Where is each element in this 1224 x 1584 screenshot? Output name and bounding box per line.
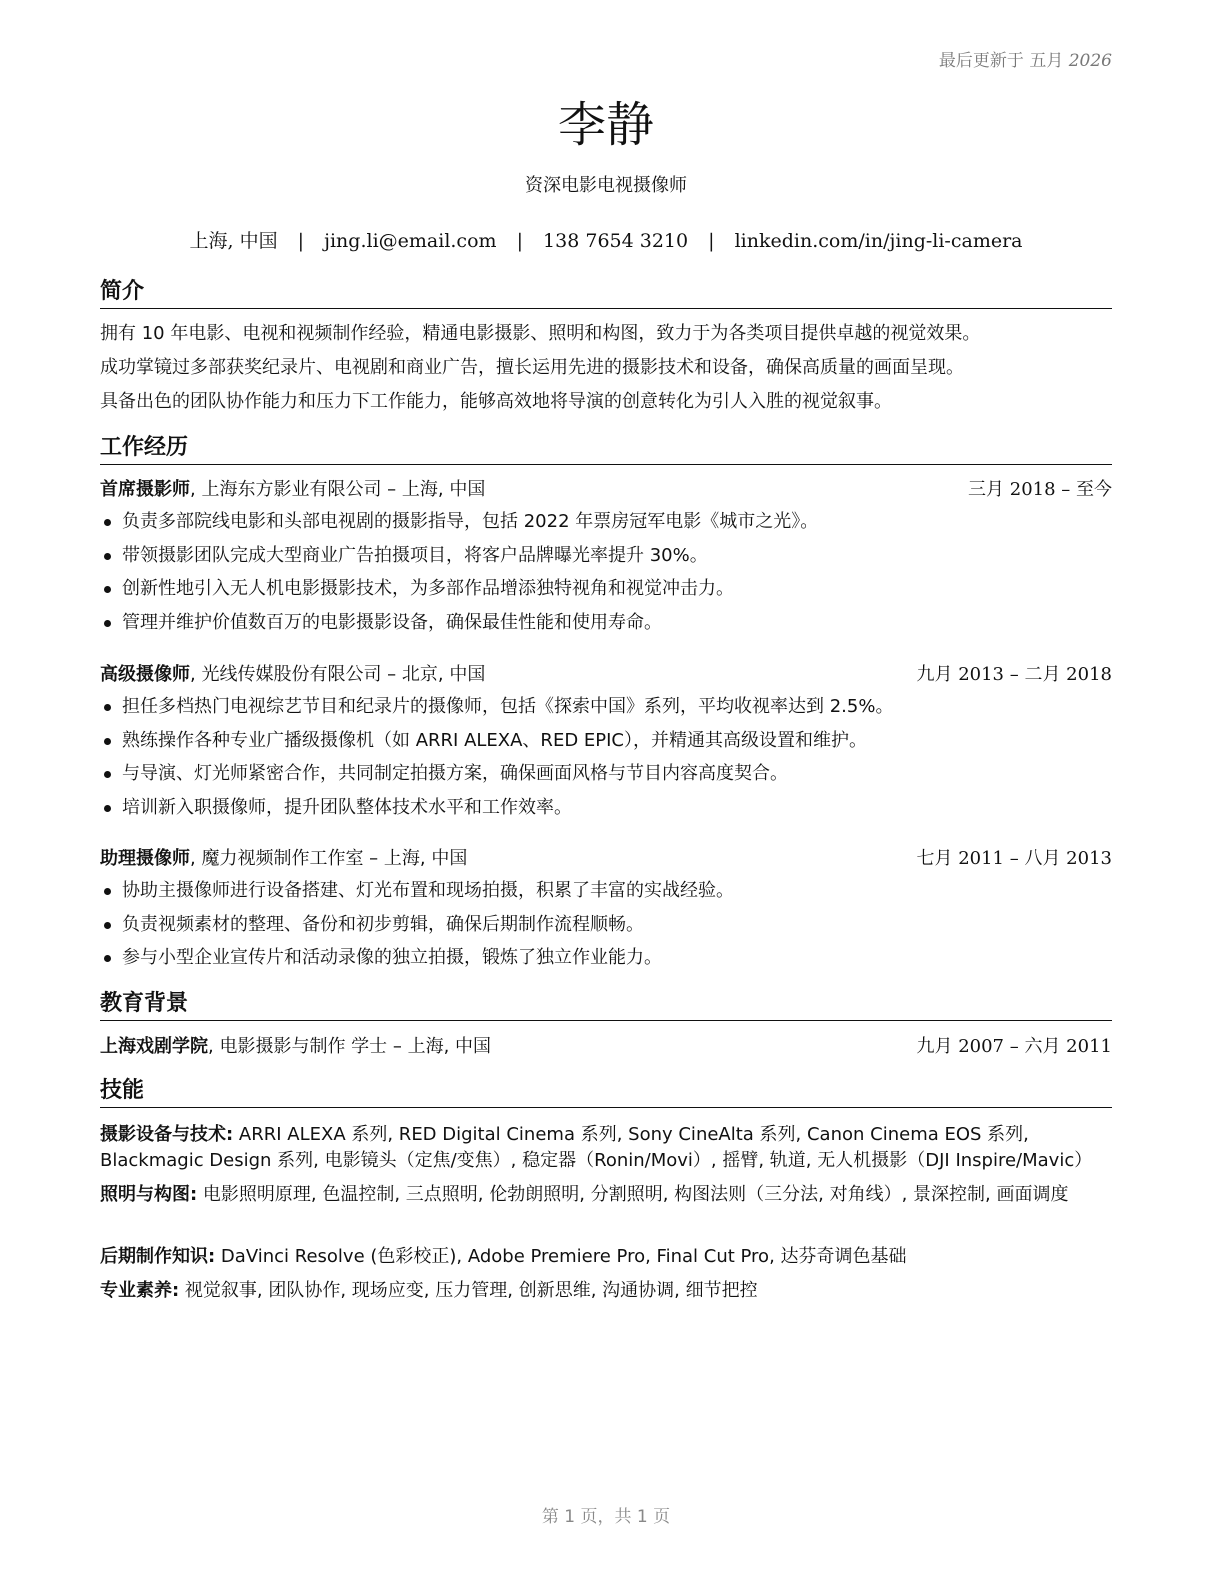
skill-row xyxy=(100,1278,1112,1304)
contact-separator: | xyxy=(297,230,305,252)
skill-row xyxy=(100,1244,1112,1270)
candidate-title: 资深电影电视摄像师 xyxy=(525,175,687,196)
list-item: 带领摄影团队完成大型商业广告拍摄项目，将客户品牌曝光率提升 30%。 xyxy=(100,539,1112,573)
summary-line: 具备出色的团队协作能力和压力下工作能力，能够高效地将导演的创意转化为引人入胜的视觉叙事。 xyxy=(100,391,892,412)
job-header xyxy=(100,662,1112,688)
skill-text: 电影照明原理, 色温控制, 三点照明, 伦勃朗照明, 分割照明, 构图法则（三分法, 对角线）, 景深控制, 画面调度 xyxy=(197,1184,1069,1205)
job-role: 高级摄像师 xyxy=(100,664,190,685)
skill-text: DaVinci Resolve (色彩校正), Adobe Premiere Pro, Final Cut Pro, 达芬奇调色基础 xyxy=(215,1246,907,1267)
summary-line: 拥有 10 年电影、电视和视频制作经验，精通电影摄影、照明和构图，致力于为各类项目提供卓越的视觉效果。 xyxy=(100,323,981,344)
skill-label: 后期制作知识: xyxy=(100,1246,216,1267)
skill-label: 专业素养: xyxy=(100,1280,180,1301)
list-item: 参与小型企业宣传片和活动录像的独立拍摄，锻炼了独立作业能力。 xyxy=(100,941,1112,975)
job-bullets xyxy=(100,505,1112,639)
job-header xyxy=(100,477,1112,503)
job-bullets xyxy=(100,690,1112,824)
contact-separator: | xyxy=(708,230,715,252)
job-header xyxy=(100,846,1112,872)
job-date: 三月 2018 – 至今 xyxy=(968,479,1112,500)
contact-linkedin[interactable]: linkedin.com/in/jing-li-camera xyxy=(734,230,1023,252)
skill-row xyxy=(100,1182,1112,1208)
list-item: 负责视频素材的整理、备份和初步剪辑，确保后期制作流程顺畅。 xyxy=(100,908,1112,942)
job-org: , 光线传媒股份有限公司 – 北京, 中国 xyxy=(190,664,486,685)
list-item: 协助主摄像师进行设备搭建、灯光布置和现场拍摄，积累了丰富的实战经验。 xyxy=(100,874,1112,908)
page-number: 第 1 页，共 1 页 xyxy=(541,1507,671,1527)
updated-label: 最后更新于 xyxy=(938,51,1024,71)
resume-page xyxy=(100,0,1112,1584)
list-item: 创新性地引入无人机电影摄影技术，为多部作品增添独特视角和视觉冲击力。 xyxy=(100,572,1112,606)
updated-month: 五月 xyxy=(1029,51,1064,71)
skill-label: 照明与构图: xyxy=(100,1184,198,1205)
education-date: 九月 2007 – 六月 2011 xyxy=(916,1036,1112,1057)
contact-line xyxy=(100,226,1112,253)
contact-separator: | xyxy=(516,230,523,252)
job-date: 九月 2013 – 二月 2018 xyxy=(916,664,1112,685)
summary-line: 成功掌镜过多部获奖纪录片、电视剧和商业广告，擅长运用先进的摄影技术和设备，确保高质量的画面呈现。 xyxy=(100,357,964,378)
section-heading-skills: 技能 xyxy=(100,1077,1112,1108)
education-entry xyxy=(100,1034,1112,1060)
list-item: 管理并维护价值数百万的电影摄影设备，确保最佳性能和使用寿命。 xyxy=(100,606,1112,640)
job-bullets xyxy=(100,874,1112,975)
job-role: 首席摄影师 xyxy=(100,479,190,500)
job-org: , 上海东方影业有限公司 – 上海, 中国 xyxy=(190,479,486,500)
skill-label: 摄影设备与技术: xyxy=(100,1124,234,1145)
job-org: , 魔力视频制作工作室 – 上海, 中国 xyxy=(190,848,468,869)
job-date: 七月 2011 – 八月 2013 xyxy=(916,848,1112,869)
skill-text: 视觉叙事, 团队协作, 现场应变, 压力管理, 创新思维, 沟通协调, 细节把控 xyxy=(179,1280,758,1301)
contact-phone: 138 7654 3210 xyxy=(543,230,689,252)
section-heading-experience: 工作经历 xyxy=(100,434,1112,465)
candidate-name: 李静 xyxy=(557,97,654,153)
skill-row xyxy=(100,1122,1112,1174)
skill-text: ARRI ALEXA 系列, RED Digital Cinema 系列, Sony CineAlta 系列, Canon Cinema EOS 系列, Blackmagic Design 系列, 电影镜头（定焦/变焦）, 稳定器（Ronin/Movi）, 摇臂, 轨道, 无人机摄影（DJI Inspire/Mavic） xyxy=(100,1124,1093,1171)
summary-text xyxy=(100,317,1112,419)
section-heading-summary: 简介 xyxy=(100,278,1112,309)
list-item: 与导演、灯光师紧密合作，共同制定拍摄方案，确保画面风格与节目内容高度契合。 xyxy=(100,757,1112,791)
education-school: 上海戏剧学院 xyxy=(100,1036,208,1057)
contact-email[interactable]: jing.li@email.com xyxy=(324,230,497,252)
list-item: 担任多档热门电视综艺节目和纪录片的摄像师，包括《探索中国》系列，平均收视率达到 2.5%。 xyxy=(100,690,1112,724)
updated-year: 2026 xyxy=(1068,51,1112,71)
list-item: 熟练操作各种专业广播级摄像机（如 ARRI ALEXA、RED EPIC），并精通其高级设置和维护。 xyxy=(100,724,1112,758)
section-heading-education: 教育背景 xyxy=(100,990,1112,1021)
contact-location: 上海, 中国 xyxy=(189,230,278,252)
list-item: 培训新入职摄像师，提升团队整体技术水平和工作效率。 xyxy=(100,791,1112,825)
job-role: 助理摄像师 xyxy=(100,848,190,869)
education-detail: , 电影摄影与制作 学士 – 上海, 中国 xyxy=(208,1036,492,1057)
list-item: 负责多部院线电影和头部电视剧的摄影指导，包括 2022 年票房冠军电影《城市之光》。 xyxy=(100,505,1112,539)
last-updated xyxy=(939,46,1112,71)
